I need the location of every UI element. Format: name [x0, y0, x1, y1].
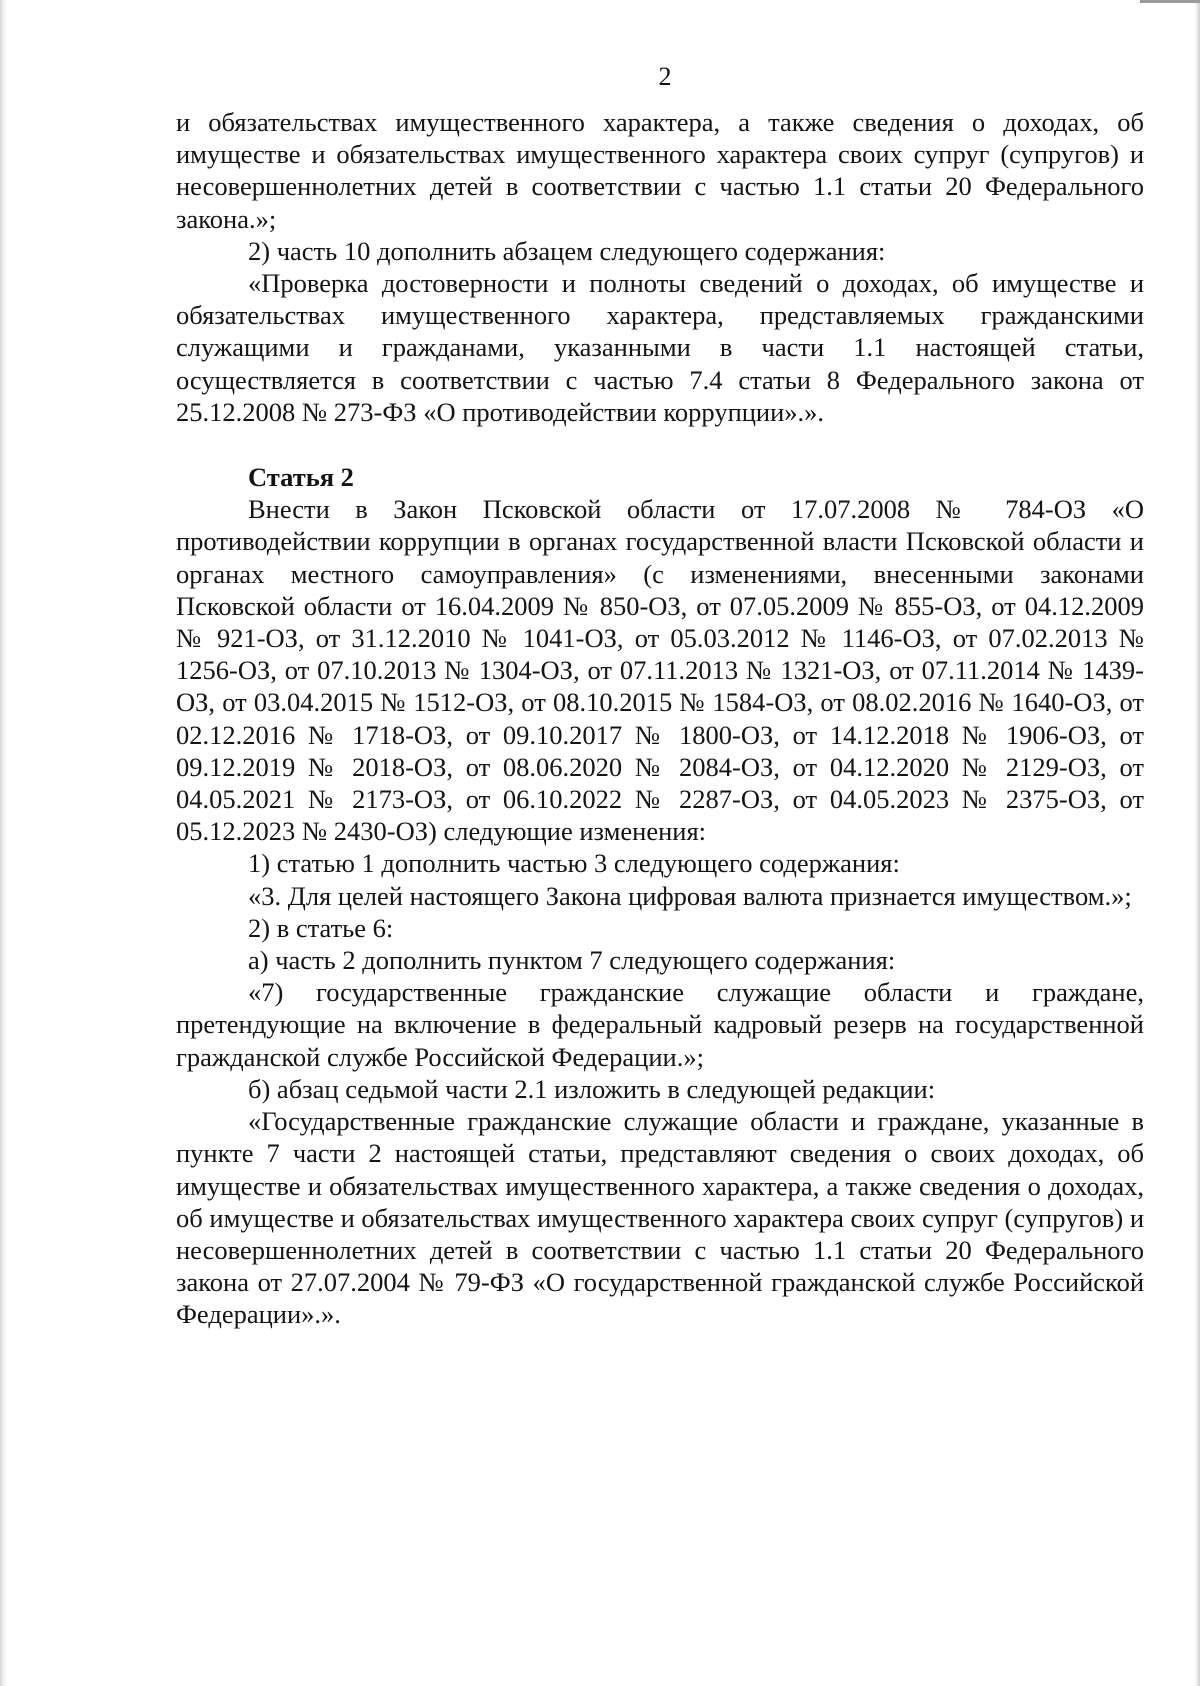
paragraph-quote-civil-servants: «Государственные гражданские служащие области и граждане, указанные в пункте 7 части 2 настоящей статьи, представляют сведения о своих доходах, об имуществе и обязательствах имущественного характера, а также сведения о доходах, об имуществе и обязательствах имущественного характера своих супруг (супругов) и несовершеннолетних детей в соответствии с частью 1.1 статьи 20 Федерального закона от 27.07.2004 № 79-ФЗ «О государственной гражданской службе Российской Федерации».».: [176, 1106, 1144, 1330]
paragraph-subitem-b: б) абзац седьмой части 2.1 изложить в следующей редакции:: [248, 1073, 936, 1104]
paragraph-subitem-a: а) часть 2 дополнить пунктом 7 следующего содержания:: [248, 945, 896, 976]
paragraph-quote-verification: «Проверка достоверности и полноты сведений о доходах, об имуществе и обязательствах имущественного характера, представляемых гражданскими служащими и гражданами, указанными в части 1.1 настоящей статьи, осуществляется в соответствии с частью 7.4 статьи 8 Федерального закона от 25.12.2008 № 273-ФЗ «О противодействии коррупции».».: [176, 268, 1144, 427]
paragraph-continuation: и обязательствах имущественного характера, а также сведения о доходах, об имуществе и обязательствах имущественного характера своих супруг (супругов) и несовершеннолетних детей в соответствии с частью 1.1 статьи 20 Федерального закона.»;: [176, 107, 1144, 234]
paragraph-item-2-article6: 2) в статье 6:: [248, 912, 394, 943]
scan-edge-top-right: [1140, 0, 1200, 3]
article-heading: Статья 2: [248, 462, 354, 493]
document-body: [176, 106, 1144, 1331]
scan-edge-left: [0, 0, 7, 1686]
paragraph-item-2: 2) часть 10 дополнить абзацем следующего содержания:: [248, 235, 886, 266]
paragraph-item-1: 1) статью 1 дополнить частью 3 следующего содержания:: [248, 848, 900, 879]
paragraph-quote-item-7: «7) государственные гражданские служащие области и граждане, претендующие на включение в федеральный кадровый резерв на государственной гражданской службе Российской Федерации.»;: [176, 977, 1144, 1072]
paragraph-quote-digital-currency: «3. Для целей настоящего Закона цифровая валюта признается имуществом.»;: [248, 880, 1132, 911]
section-spacer: [176, 428, 1144, 461]
paragraph-amendment-intro: Внести в Закон Псковской области от 17.07.2008 № 784-ОЗ «О противодействии коррупции в органах государственной власти Псковской области и органах местного самоуправления» (с изменениями, внесенными законами Псковской области от 16.04.2009 № 850-ОЗ, от 07.05.2009 № 855-ОЗ, от 04.12.2009 № 921-ОЗ, от 31.12.2010 № 1041-ОЗ, от 05.03.2012 № 1146-ОЗ, от 07.02.2013 № 1256-ОЗ, от 07.10.2013 № 1304-ОЗ, от 07.11.2013 № 1321-ОЗ, от 07.11.2014 № 1439-ОЗ, от 03.04.2015 № 1512-ОЗ, от 08.10.2015 № 1584-ОЗ, от 08.02.2016 № 1640-ОЗ, от 02.12.2016 № 1718-ОЗ, от 09.10.2017 № 1800-ОЗ, от 14.12.2018 № 1906-ОЗ, от 09.12.2019 № 2018-ОЗ, от 08.06.2020 № 2084-ОЗ, от 04.12.2020 № 2129-ОЗ, от 04.05.2021 № 2173-ОЗ, от 06.10.2022 № 2287-ОЗ, от 04.05.2023 № 2375-ОЗ, от 05.12.2023 № 2430-ОЗ) следующие изменения:: [176, 494, 1144, 847]
page-number: 2: [658, 62, 672, 91]
scan-edge-right: [1194, 0, 1200, 1686]
